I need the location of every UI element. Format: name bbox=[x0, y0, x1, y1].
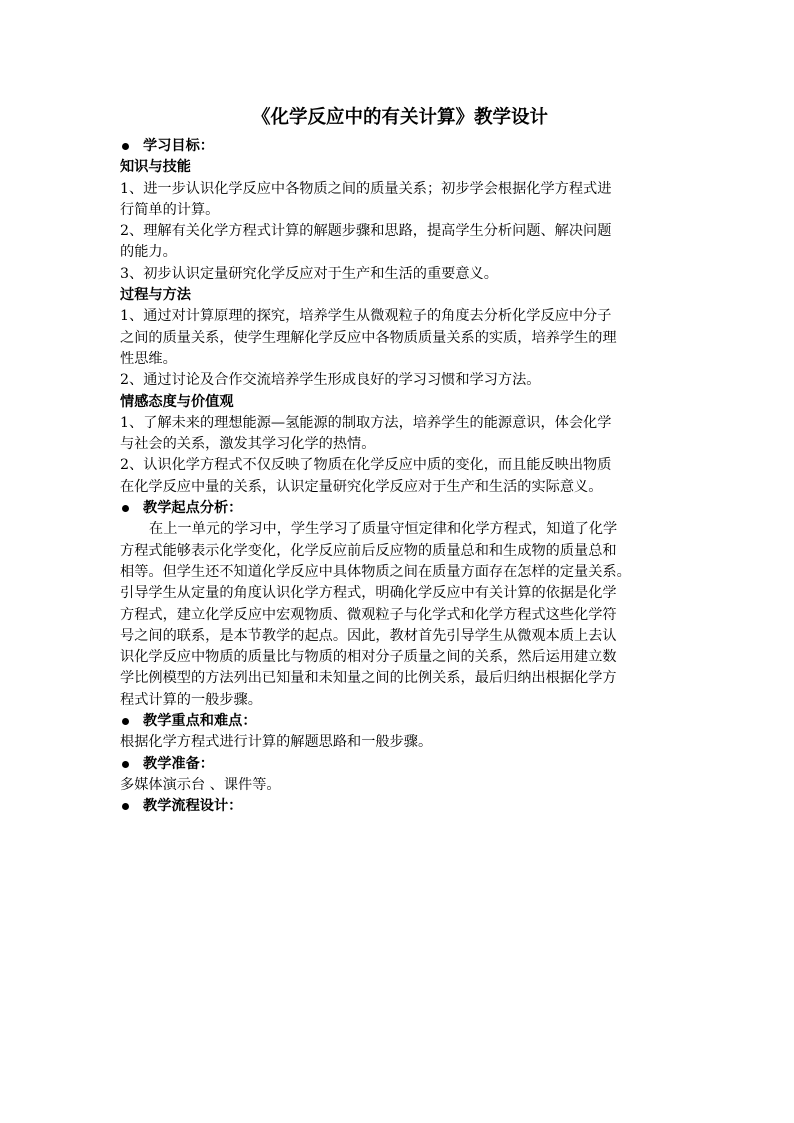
key-points-heading-row bbox=[120, 711, 680, 732]
emotion-line: 与社会的关系，激发其学习化学的热情。 bbox=[120, 436, 376, 453]
knowledge-line: 1、进一步认识化学反应中各物质之间的质量关系；初步学会根据化学方程式进 bbox=[120, 180, 612, 197]
bullet-icon bbox=[122, 143, 129, 150]
emotion-heading: 情感态度与价值观 bbox=[120, 393, 234, 410]
document-page bbox=[120, 104, 680, 818]
starting-point-line: 识化学反应中物质的质量比与物质的相对分子质量之间的关系，然后运用建立数 bbox=[120, 649, 617, 666]
process-line: 性思维。 bbox=[120, 350, 177, 367]
bullet-icon bbox=[122, 718, 129, 725]
starting-point-line: 方程式，建立化学反应中宏观物质、微观粒子与化学式和化学方程式这些化学符 bbox=[120, 606, 617, 623]
bullet-icon bbox=[122, 505, 129, 512]
knowledge-heading: 知识与技能 bbox=[120, 159, 191, 176]
knowledge-line: 的能力。 bbox=[120, 244, 177, 261]
process-heading: 过程与方法 bbox=[120, 287, 191, 304]
flow-heading: 教学流程设计： bbox=[143, 798, 243, 815]
bullet-icon bbox=[122, 803, 129, 810]
knowledge-line: 3、初步认识定量研究化学反应对于生产和生活的重要意义。 bbox=[120, 265, 498, 282]
objectives-heading-row bbox=[120, 136, 680, 157]
starting-point-line: 方程式能够表示化学变化，化学反应前后反应物的质量总和和生成物的质量总和 bbox=[120, 542, 617, 559]
starting-point-line: 号之间的联系，是本节教学的起点。因此，教材首先引导学生从微观本质上去认 bbox=[120, 627, 617, 644]
starting-point-line: 在上一单元的学习中，学生学习了质量守恒定律和化学方程式，知道了化学 bbox=[149, 521, 618, 538]
key-points-heading: 教学重点和难点： bbox=[143, 713, 257, 730]
starting-point-line: 引导学生从定量的角度认识化学方程式，明确化学反应中有关计算的依据是化学 bbox=[120, 585, 617, 602]
starting-point-line: 程式计算的一般步骤。 bbox=[120, 691, 262, 708]
bullet-icon bbox=[122, 761, 129, 768]
preparation-line: 多媒体演示台 、课件等。 bbox=[120, 776, 281, 793]
preparation-heading-row bbox=[120, 754, 680, 775]
key-points-line: 根据化学方程式进行计算的解题思路和一般步骤。 bbox=[120, 734, 433, 751]
emotion-line: 在化学反应中量的关系，认识定量研究化学反应对于生产和生活的实际意义。 bbox=[120, 478, 603, 495]
emotion-line: 2、认识化学方程式不仅反映了物质在化学反应中质的变化，而且能反映出物质 bbox=[120, 457, 612, 474]
emotion-line: 1、了解未来的理想能源—氢能源的制取方法，培养学生的能源意识，体会化学 bbox=[120, 414, 612, 431]
starting-point-line: 学比例模型的方法列出已知量和未知量之间的比例关系，最后归纳出根据化学方 bbox=[120, 670, 617, 687]
starting-point-heading-row bbox=[120, 498, 680, 519]
objectives-heading: 学习目标： bbox=[143, 138, 214, 154]
starting-point-heading: 教学起点分析： bbox=[143, 500, 243, 517]
preparation-heading: 教学准备： bbox=[143, 755, 214, 772]
process-line: 之间的质量关系，使学生理解化学反应中各物质质量关系的实质，培养学生的理 bbox=[120, 329, 617, 346]
document-title: 《化学反应中的有关计算》教学设计 bbox=[251, 107, 548, 128]
flow-heading-row bbox=[120, 796, 680, 817]
starting-point-line: 相等。但学生还不知道化学反应中具体物质之间在质量方面存在怎样的定量关系。 bbox=[120, 563, 631, 580]
process-line: 2、通过讨论及合作交流培养学生形成良好的学习习惯和学习方法。 bbox=[120, 372, 541, 389]
knowledge-line: 行简单的计算。 bbox=[120, 201, 220, 218]
process-line: 1、通过对计算原理的探究，培养学生从微观粒子的角度去分析化学反应中分子 bbox=[120, 308, 612, 325]
knowledge-line: 2、理解有关化学方程式计算的解题步骤和思路，提高学生分析问题、解决问题 bbox=[120, 223, 612, 240]
